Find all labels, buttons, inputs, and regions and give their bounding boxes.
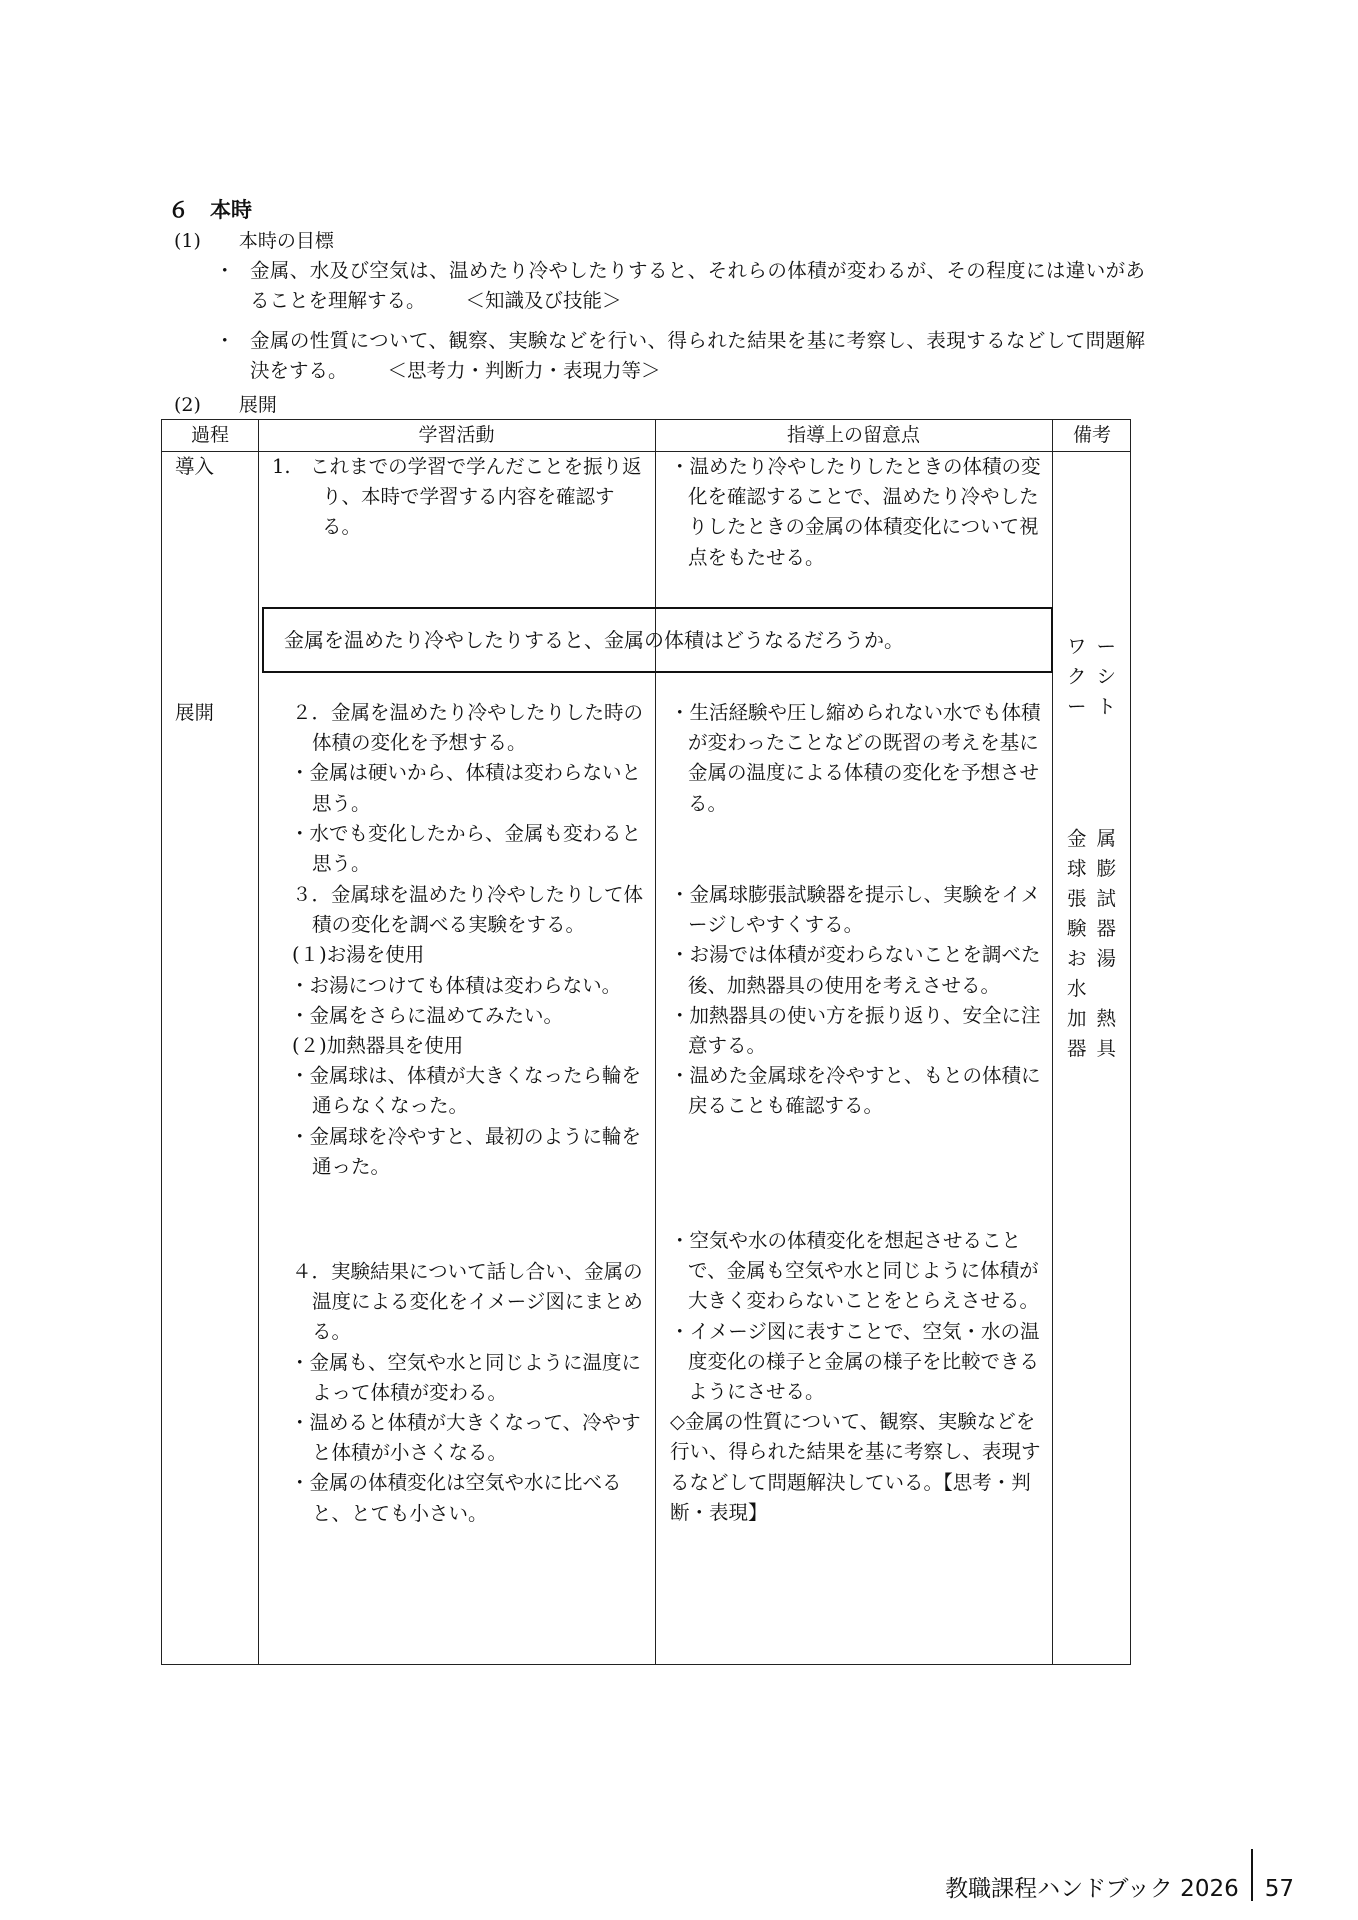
activity-item: ・温めると体積が大きくなって、冷やすと体積が小さくなる。: [290, 1411, 641, 1465]
goal-text: 金属、水及び空気は、温めたり冷やしたりすると、それらの体積が変わるが、その程度には違いがあることを理解する。: [250, 259, 1145, 312]
activity-step4: [276, 1257, 646, 1529]
activity-item: ３．金属球を温めたり冷やしたりして体積の変化を調べる実験をする。: [292, 883, 644, 937]
column-divider: [258, 420, 259, 1664]
evaluation-note: ◇金属の性質について、観察、実験などを行い、得られた結果を基に考察し、表現するなどして問題解決している。【思考・判断・表現】: [670, 1410, 1041, 1524]
section-title: ６ 本時: [168, 198, 252, 222]
remarks-line: 験器: [1067, 917, 1127, 940]
note-item: ・金属球膨張試験器を提示し、実験をイメージしやすくする。: [670, 883, 1041, 937]
activity-item: 1. これまでの学習で学んだことを振り返り、本時で学習する内容を確認する。: [272, 455, 642, 539]
remarks-line: お湯: [1067, 947, 1127, 970]
goal-text: 金属の性質について、観察、実験などを行い、得られた結果を基に考察し、表現するなどして問題解決をする。: [250, 329, 1145, 382]
goal-tag: ＜思考力・判断力・表現力等＞: [387, 359, 661, 382]
note-item: ・イメージ図に表すことで、空気・水の温度変化の様子と金属の様子を比較できるようにさせる。: [670, 1319, 1040, 1404]
header-activity: 学習活動: [418, 424, 495, 446]
note-item: ・温めた金属球を冷やすと、もとの体積に戻ることも確認する。: [670, 1064, 1041, 1118]
remarks-worksheet: [1067, 632, 1126, 722]
activity-intro: [272, 452, 642, 543]
header-process: 過程: [190, 424, 229, 446]
remarks-line: クシ: [1067, 665, 1127, 688]
remarks-line: 球膨: [1067, 857, 1127, 880]
notes-step3: [670, 880, 1042, 1122]
footer-separator: [1251, 1849, 1253, 1901]
goal-bullet: ・: [215, 259, 235, 282]
activity-item: ・水でも変化したから、金属も変わると思う。: [290, 821, 642, 876]
remarks-line: ート: [1067, 695, 1127, 718]
note-item: ・空気や水の体積変化を想起させることで、金属も空気や水と同じように体積が大きく変わらないことをとらえさせる。: [670, 1229, 1040, 1313]
page-number: 57: [1264, 1876, 1294, 1902]
activity-item: ２．金属を温めたり冷やしたりした時の体積の変化を予想する。: [292, 701, 644, 755]
activity-item: ４．実験結果について話し合い、金属の温度による変化をイメージ図にまとめる。: [292, 1260, 643, 1344]
notes-step2: [670, 698, 1042, 819]
activity-item: (２)加熱器具を使用: [292, 1034, 464, 1058]
goals-heading: (1) 本時の目標: [174, 230, 334, 252]
goal-item: [215, 326, 1145, 386]
remarks-equipment: [1067, 824, 1126, 1064]
activity-item: ・金属も、空気や水と同じように温度によって体積が変わる。: [290, 1350, 642, 1404]
activity-item: ・お湯につけても体積は変わらない。: [290, 973, 622, 997]
footer-title: 教職課程ハンドブック 2026: [945, 1876, 1239, 1902]
activity-item: ・金属は硬いから、体積は変わらないと思う。: [290, 761, 642, 815]
note-item: ・温めたり冷やしたりしたときの体積の変化を確認することで、温めたり冷やしたりしたときの金属の体積変化について視点をもたせる。: [670, 455, 1041, 569]
activity-item: ・金属をさらに温めてみたい。: [290, 1003, 564, 1027]
remarks-line: 器具: [1067, 1037, 1127, 1060]
goal-tag: ＜知識及び技能＞: [465, 289, 622, 312]
activity-step3: [276, 880, 646, 1182]
page-footer: [945, 1870, 1294, 1903]
remarks-line: 金属: [1067, 827, 1127, 850]
activity-item: ・金属球は、体積が大きくなったら輪を通らなくなった。: [290, 1064, 642, 1118]
lesson-question-box: 金属を温めたり冷やしたりすると、金属の体積はどうなるだろうか。: [262, 607, 1053, 673]
remarks-line: 加熱: [1067, 1007, 1127, 1030]
header-notes: 指導上の留意点: [786, 424, 920, 446]
activity-step2: [276, 698, 646, 879]
process-main: 展開: [175, 701, 215, 724]
remarks-line: ワー: [1067, 635, 1127, 658]
process-intro: 導入: [175, 455, 215, 478]
header-remarks: 備考: [1072, 424, 1111, 446]
notes-step4: [670, 1226, 1042, 1528]
goal-item: [215, 256, 1145, 316]
note-item: ・加熱器具の使い方を振り返り、安全に注意する。: [670, 1003, 1041, 1058]
activity-item: ・金属球を冷やすと、最初のように輪を通った。: [290, 1124, 642, 1178]
note-item: ・お湯では体積が変わらないことを調べた後、加熱器具の使用を考えさせる。: [670, 943, 1041, 997]
remarks-line: 張試: [1067, 887, 1127, 910]
development-heading: (2) 展開: [174, 394, 277, 416]
lesson-table: [161, 419, 1131, 1665]
note-item: ・生活経験や圧し縮められない水でも体積が変わったことなどの既習の考えを基に金属の温度による体積の変化を予想させる。: [670, 701, 1041, 815]
activity-item: ・金属の体積変化は空気や水に比べると、とても小さい。: [290, 1471, 622, 1525]
notes-intro: [670, 452, 1042, 573]
remarks-line: 水: [1067, 977, 1097, 1000]
activity-item: (１)お湯を使用: [292, 943, 425, 967]
goal-bullet: ・: [215, 329, 235, 352]
